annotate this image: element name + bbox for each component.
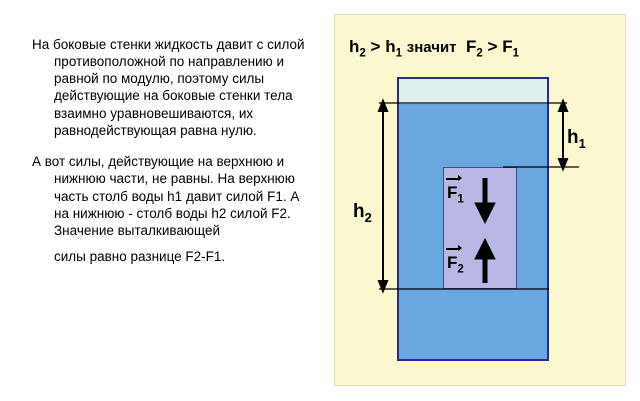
formula-f1-sub: 1 — [512, 47, 520, 60]
explanation-text — [18, 22, 318, 276]
formula-heading — [349, 37, 613, 59]
formula-h2: h — [349, 37, 360, 56]
paragraph-one: На боковые стенки жидкость давит с силой противоположной по направлению и равной по модулю, поэтому силы действующие на боковые стенки тела взаимно уравновешиваются, их равнодействующая равна нулю. — [32, 36, 305, 138]
f1-label-text: F — [447, 183, 458, 202]
formula-f1: F — [502, 37, 513, 56]
f2-label — [447, 253, 464, 275]
formula-gt-1: > — [370, 37, 381, 56]
formula-f2: F — [465, 37, 477, 56]
h2-label-text: h — [353, 201, 365, 222]
buoyancy-diagram — [334, 14, 626, 386]
h2-measure-arrow — [379, 101, 387, 291]
formula-h1: h — [385, 37, 396, 56]
paragraph-two-tail: силы равно разнице F2-F1. — [54, 249, 226, 265]
f2-label-text: F — [447, 253, 458, 272]
f1-label — [447, 183, 464, 205]
h2-label — [353, 201, 372, 225]
h1-label-text: h — [567, 127, 579, 148]
h2-label-sub: 2 — [364, 209, 372, 225]
h1-measure-arrow — [559, 101, 567, 169]
h1-label-sub: 1 — [578, 135, 586, 151]
formula-gt-2: > — [487, 37, 498, 56]
f1-label-sub: 1 — [457, 193, 464, 206]
f2-label-sub: 2 — [457, 263, 464, 276]
paragraph-two-main: А вот силы, действующие на верхнюю и нижнюю части, не равны. На верхнюю часть столб воды h1 давит силой F1. А на нижнюю - столб воды h2 силой F2. Значение выталкивающей — [32, 154, 300, 239]
formula-word: значит — [406, 39, 457, 56]
formula-h1-sub: 1 — [395, 47, 403, 60]
h1-label — [567, 127, 586, 151]
air-layer — [399, 79, 547, 105]
formula-h2-sub: 2 — [359, 47, 366, 60]
formula-f2-sub: 2 — [476, 47, 483, 60]
paragraph-two — [18, 153, 318, 266]
